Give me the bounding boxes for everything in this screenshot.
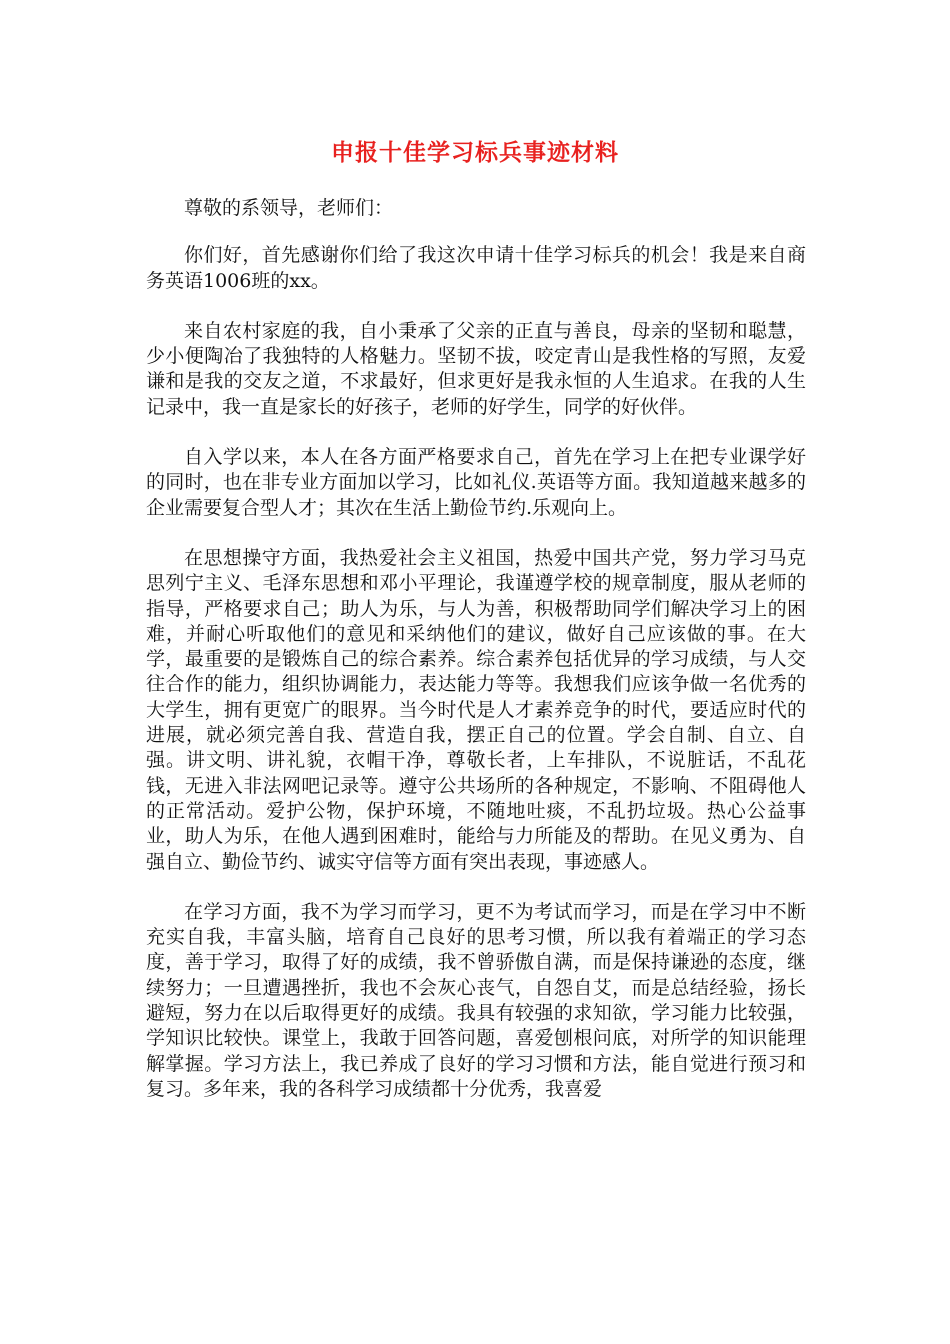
- document-body: [146, 196, 806, 1127]
- greeting-line: 尊敬的系领导，老师们：: [184, 197, 394, 219]
- paragraph-study: 在学习方面，我不为学习而学习，更不为考试而学习，而是在学习中不断充实自我，丰富头脑，培育自己良好的思考习惯，所以我有着端正的学习态度，善于学习，取得了好的成绩，我不曾骄傲自满，而是保持谦逊的态度，继续努力；一旦遭遇挫折，我也不会灰心丧气，自怨自艾，而是总结经验，扬长避短，努力在以后取得更好的成绩。我具有较强的求知欲，学习能力比较强，学知识比较快。课堂上，我敢于回答问题，喜爱刨根问底，对所学的知识能理解掌握。学习方法上，我已养成了良好的学习习惯和方法，能自觉进行预习和复习。多年来，我的各科学习成绩都十分优秀，我喜爱: [146, 900, 806, 1100]
- paragraph-ideology: 在思想操守方面，我热爱社会主义祖国，热爱中国共产党，努力学习马克思列宁主义、毛泽东思想和邓小平理论，我谨遵学校的规章制度，服从老师的指导，严格要求自己；助人为乐，与人为善，积极帮助同学们解决学习上的困难，并耐心听取他们的意见和采纳他们的建议，做好自己应该做的事。在大学，最重要的是锻炼自己的综合素养。综合素养包括优异的学习成绩，与人交往合作的能力，组织协调能力，表达能力等等。我想我们应该争做一名优秀的大学生，拥有更宽广的眼界。当今时代是人才素养竞争的时代，要适应时代的进展，就必须完善自我、营造自我，摆正自己的位置。学会自制、自立、自强。讲文明、讲礼貌，衣帽干净，尊敬长者，上车排队，不说脏话，不乱花钱，无进入非法网吧记录等。遵守公共场所的各种规定，不影响、不阻碍他人的正常活动。爱护公物，保护环境，不随地吐痰，不乱扔垃圾。热心公益事业，助人为乐，在他人遇到困难时，能给与力所能及的帮助。在见义勇为、自强自立、勤俭节约、诚实守信等方面有突出表现，事迹感人。: [146, 546, 806, 873]
- document-title: 申报十佳学习标兵事迹材料: [331, 140, 619, 166]
- paragraph-intro: 你们好，首先感谢你们给了我这次申请十佳学习标兵的机会！我是来自商务英语1006班的xx。: [146, 244, 806, 292]
- paragraph-since-enrollment: 自入学以来，本人在各方面严格要求自己，首先在学习上在把专业课学好的同时，也在非专业方面加以学习，比如礼仪.英语等方面。我知道越来越多的企业需要复合型人才；其次在生活上勤俭节约.乐观向上。: [146, 446, 806, 519]
- paragraph-background: 来自农村家庭的我，自小秉承了父亲的正直与善良，母亲的坚韧和聪慧，少小便陶冶了我独特的人格魅力。坚韧不拔，咬定青山是我性格的写照，友爱谦和是我的交友之道，不求最好，但求更好是我永恒的人生追求。在我的人生记录中，我一直是家长的好孩子，老师的好学生，同学的好伙伴。: [146, 319, 806, 418]
